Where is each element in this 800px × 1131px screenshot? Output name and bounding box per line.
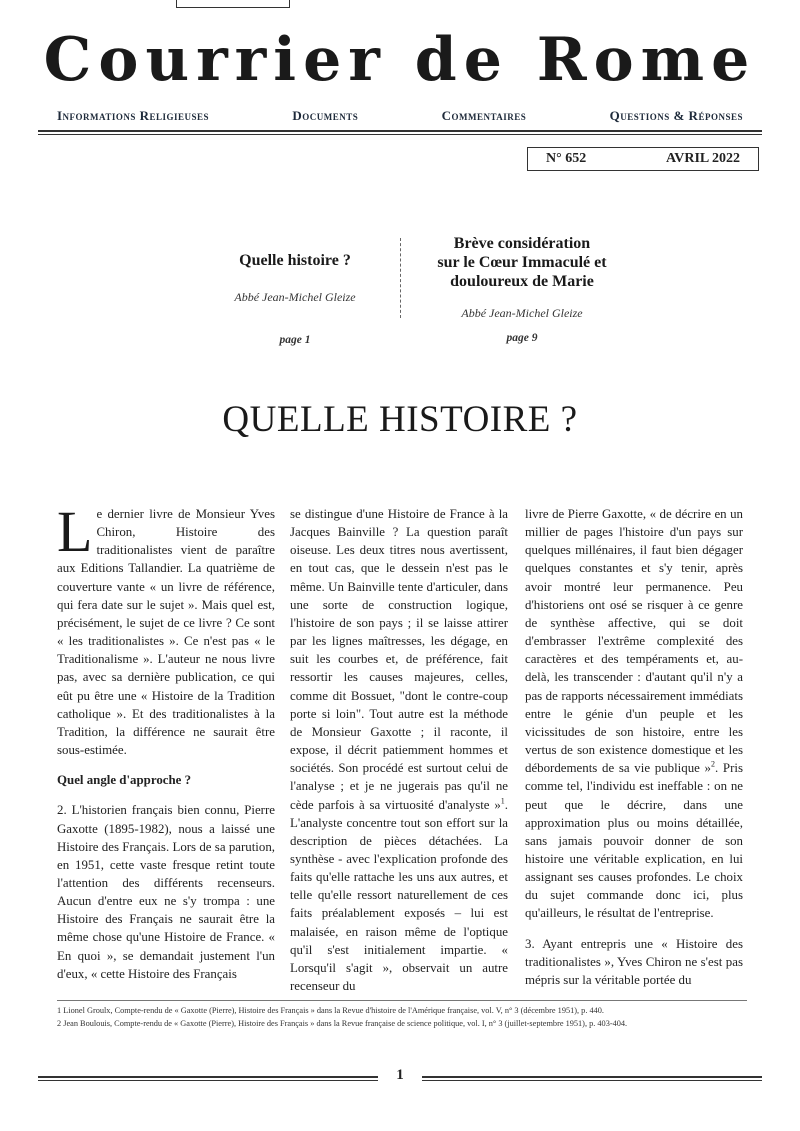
article-column-3 bbox=[525, 505, 743, 989]
toc-title-2-line-2: sur le Cœur Immaculé et bbox=[437, 254, 607, 271]
toc-divider bbox=[400, 238, 401, 318]
toc-title-2 bbox=[412, 234, 632, 291]
article-column-1 bbox=[57, 499, 275, 983]
nav-item-questions: Questions & Réponses bbox=[609, 108, 743, 123]
toc-title-2-line-3: douloureux de Marie bbox=[450, 273, 594, 290]
page-number: 1 bbox=[396, 1067, 404, 1083]
article-paragraph: 2. L'historien français bien connu, Pierre Gaxotte (1895-1982), nous a laissé une Histoire des Français. Lors de sa parution, en 1951, cette vaste fresque retint toute l'attention des différents recenseurs. Aucun d'entre eux ne s'y trompa : une Histoire des Français ne saurait être la même chose qu'une Histoire de France. « En quoi », se demandait justement l'un d'eux, « cette Histoire des Français bbox=[57, 803, 275, 981]
toc-author-2: Abbé Jean-Michel Gleize bbox=[461, 306, 583, 320]
nav-item-informations: Informations Religieuses bbox=[57, 108, 210, 123]
footnote-ref-2[interactable]: 2 bbox=[711, 759, 716, 769]
nav-item-commentaires: Commentaires bbox=[441, 108, 527, 123]
toc-author-1: Abbé Jean-Michel Gleize bbox=[234, 290, 356, 304]
footer-rule-right bbox=[422, 1076, 762, 1081]
article-paragraph bbox=[290, 505, 508, 995]
article-title: QUELLE HISTOIRE ? bbox=[222, 399, 578, 440]
article-paragraph: 3. Ayant entrepris une « Histoire des traditionalistes », Yves Chiron ne s'est pas mépris sur la véritable portée du bbox=[525, 936, 743, 987]
toc-title-1: Quelle histoire ? bbox=[239, 252, 351, 269]
toc-page-1: page 1 bbox=[279, 334, 311, 346]
footnote-1: 1 Lionel Groulx, Compte-rendu de « Gaxotte (Pierre), Histoire des Français » dans la Revue d'histoire de l'Amérique française, vol. V, n° 3 (décembre 1951), p. 440. bbox=[57, 1006, 604, 1015]
top-tab-frame bbox=[176, 0, 290, 8]
issue-number: N° 652 bbox=[546, 151, 587, 166]
footnotes bbox=[57, 1005, 747, 1030]
issue-box bbox=[527, 147, 759, 171]
paragraph-text: . L'analyste concentre tout son effort sur la description de pièces détachées. La synthèse - avec l'explication profonde des faits qu'elle rattache les uns aux autres, et telle qu'elle ressort naturellement de ces faits préalablement exposés – lui est malaisée, en raison même de l'optique qu'il s'est initialement impartie. « Lorsqu'il s'agit », observait un autre recenseur du bbox=[290, 797, 508, 994]
toc-title-2-line-1: Brève considération bbox=[453, 235, 591, 252]
article-column-2 bbox=[290, 505, 508, 995]
footnote-ref-1[interactable]: 1 bbox=[500, 796, 505, 806]
footnote-rule bbox=[57, 1000, 747, 1001]
paragraph-text: . Pris comme tel, l'individu est ineffable : on ne peut que le décrire, dans une approximation plus ou moins détaillée, sans jamais pouvoir donner de son histoire une véritable explication, en lui assignant ses causes profondes. Le choix du sujet commande donc ici, plus qu'ailleurs, le résultat de l'entreprise. bbox=[525, 761, 743, 921]
paragraph-text: e dernier livre de Monsieur Yves Chiron, Histoire des traditionalistes vient de paraître aux Editions Tallandier. La quatrième de couverture vante « un livre de référence, qui fera date sur le sujet ». Mais quel est, précisément, le sujet de ce livre ? Ce sont « les traditionalistes ». Ce n'est pas « le Traditionalisme ». L'auteur ne nous livre pas, avec sa dernière publication, ce qui eût pu être une « Histoire de la Tradition catholique ». Et des traditionalistes à la Tradition, la différence ne saurait être sous-estimée. bbox=[57, 507, 275, 758]
article-paragraph bbox=[57, 499, 275, 759]
toc-page-2: page 9 bbox=[506, 332, 538, 344]
footnote-2: 2 Jean Boulouis, Compte-rendu de « Gaxotte (Pierre), Histoire des Français » dans la Revue française de science politique, vol. I, n° 3 (juillet-septembre 1951), p. 403-404. bbox=[57, 1018, 628, 1028]
article-paragraph bbox=[525, 505, 743, 923]
masthead-nav bbox=[57, 108, 743, 124]
masthead-title: Courrier de Rome bbox=[43, 25, 757, 95]
paragraph-text: livre de Pierre Gaxotte, « de décrire en un millier de pages l'histoire d'un pays sur quelques millénaires, il faut bien dégager quelques constantes et s'y tenir, après avoir montré leur permanence. Peu d'historiens ont osé se risquer à ce genre de synthèse affective, qui se doit d'embrasser l'extrême complexité des caractères et des tempéraments et, au-delà, les transcender : d'autant qu'il n'y a pas de rapports nécessairement immédiats entre le génie d'un peuple et les vicissitudes de son histoire, entre les vertus de son existence domestique et les débordements de sa vie publique » bbox=[525, 507, 743, 776]
masthead-rule bbox=[38, 130, 762, 135]
section-subheading: Quel angle d'approche ? bbox=[57, 773, 192, 788]
drop-cap: L bbox=[57, 499, 93, 564]
footer-rule-left bbox=[38, 1076, 378, 1081]
paragraph-text: se distingue d'une Histoire de France à la Jacques Bainville ? La question paraît oiseuse. Les deux titres nous avertissent, en tout cas, que le dessein n'est pas le même. Un Bainville tente d'articuler, dans une sorte de construction logique, l'histoire de son pays ; il se laisse attirer par les lignes maîtresses, les dégage, en suit les courbes et, de préférence, fait ressortir les causes majeures, celles, comme dit Bossuet, "dont le contre-coup porte si loin". Tout autre est la méthode de Monsieur Gaxotte ; il raconte, il expose, il décrit patiemment hommes et sociétés. Son procédé est surtout celui de l'analyse ; et je ne jugerais pas qu'il ne cède parfois à sa virtuosité d'analyste » bbox=[290, 507, 508, 812]
nav-item-documents: Documents bbox=[292, 108, 359, 123]
issue-date: AVRIL 2022 bbox=[665, 151, 740, 166]
